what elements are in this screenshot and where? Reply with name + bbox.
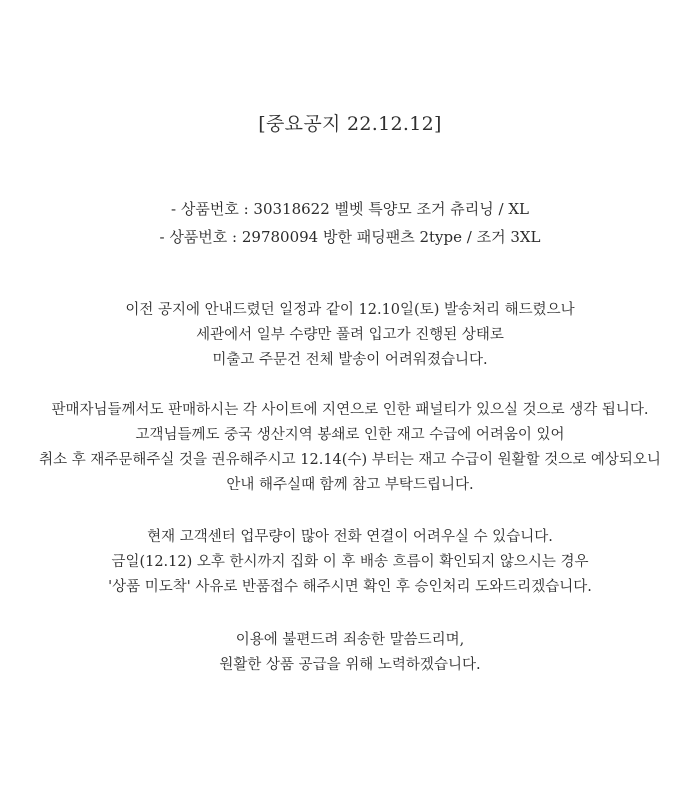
paragraph-line: 금일(12.12) 오후 한시까지 집화 이 후 배송 흐름이 확인되지 않으시는 경우 (111, 554, 589, 570)
paragraph-line: 안내 해주실때 함께 참고 부탁드립니다. (226, 477, 474, 493)
paragraph-line: 판매자님들께서도 판매하시는 각 사이트에 지연으로 인한 패널티가 있으실 것으로 생각 됩니다. (51, 402, 649, 418)
product-line: - 상품번호 : 30318622 벨벳 특양모 조거 츄리닝 / XL (171, 200, 529, 218)
paragraph-line: 현재 고객센터 업무량이 많아 전화 연결이 어려우실 수 있습니다. (147, 529, 553, 545)
notice-title: [중요공지 22.12.12] (258, 113, 442, 135)
paragraph-line: 미출고 주문건 전체 발송이 어려워졌습니다. (212, 352, 488, 368)
paragraph-line: 고객님들께도 중국 생산지역 봉쇄로 인한 재고 수급에 어려움이 있어 (135, 427, 565, 443)
paragraph-customer-center (0, 525, 700, 600)
product-list (0, 195, 700, 251)
paragraph-line: 세관에서 일부 수량만 풀려 입고가 진행된 상태로 (196, 327, 504, 343)
paragraph-line: 이전 공지에 안내드렸던 일정과 같이 12.10일(토) 발송처리 해드렸으나 (125, 302, 575, 318)
paragraph-line: 원활한 상품 공급을 위해 노력하겠습니다. (219, 657, 481, 673)
paragraph-apology (0, 628, 700, 678)
paragraph-seller-guidance (0, 398, 700, 498)
paragraph-shipping-status (0, 298, 700, 373)
paragraph-line: '상품 미도착' 사유로 반품접수 해주시면 확인 후 승인처리 도와드리겠습니다. (108, 579, 592, 595)
paragraph-line: 취소 후 재주문해주실 것을 권유해주시고 12.14(수) 부터는 재고 수급이 원활할 것으로 예상되오니 (39, 452, 661, 468)
product-line: - 상품번호 : 29780094 방한 패딩팬츠 2type / 조거 3XL (159, 228, 541, 246)
paragraph-line: 이용에 불편드려 죄송한 말씀드리며, (235, 632, 465, 648)
